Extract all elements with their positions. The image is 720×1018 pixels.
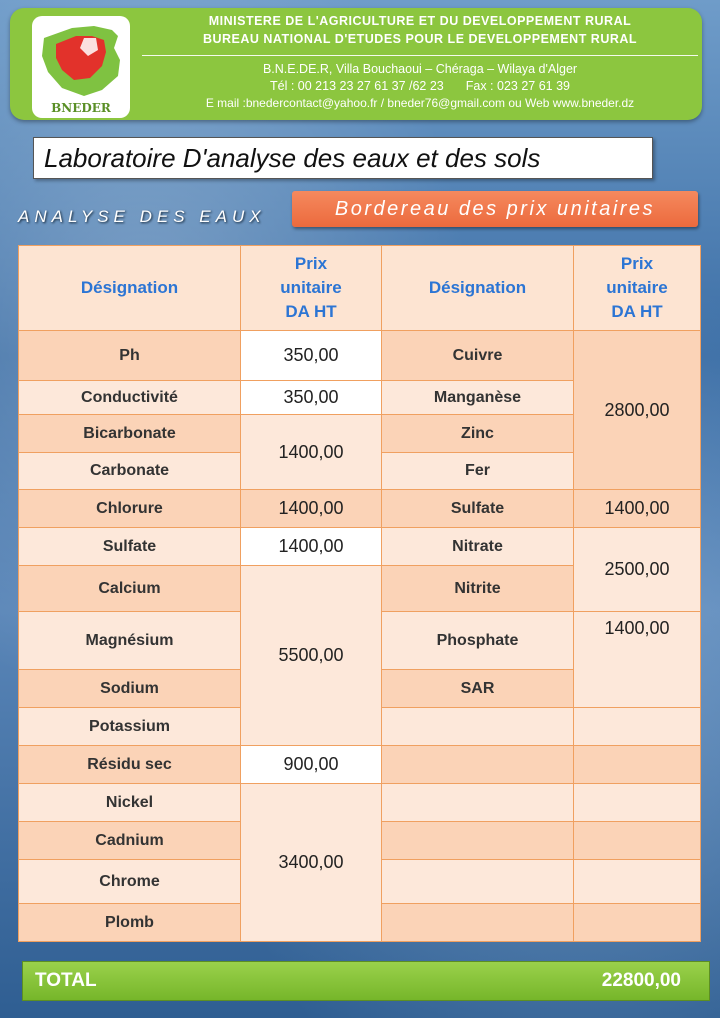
ministry-name: MINISTERE DE L'AGRICULTURE ET DU DEVELOPPEMENT RURAL [208,14,632,28]
designation-cell: Nickel [19,784,241,822]
designation-cell: Nitrate [382,528,574,566]
designation-cell: Sulfate [382,490,574,528]
designation-cell: Manganèse [382,381,574,415]
price-cell: 3400,00 [241,784,382,942]
price-cell: 5500,00 [241,566,382,746]
column-header-designation: Désignation [19,246,241,331]
price-cell: 1400,00 [574,490,701,528]
empty-cell [574,784,701,822]
designation-cell: Résidu sec [19,746,241,784]
algeria-map-icon [32,16,130,100]
designation-cell: Chrome [19,860,241,904]
table-row [19,331,701,381]
table-header-row [19,246,701,331]
empty-cell [382,708,574,746]
empty-cell [382,784,574,822]
designation-cell: Bicarbonate [19,415,241,453]
header-banner [10,8,702,120]
total-value: 22800,00 [601,970,681,991]
designation-cell: Cuivre [382,331,574,381]
total-bar [22,961,710,1001]
designation-cell: Plomb [19,904,241,942]
fax-text: Fax : 023 27 61 39 [465,79,570,93]
designation-cell: Sulfate [19,528,241,566]
price-cell: 1400,00 [241,490,382,528]
price-cell: 350,00 [241,381,382,415]
price-cell: 1400,00 [241,528,382,566]
price-cell: 350,00 [241,331,382,381]
price-list-banner: Bordereau des prix unitaires [292,191,698,227]
designation-cell: Cadnium [19,822,241,860]
designation-cell: Phosphate [382,612,574,670]
price-cell: 1400,00 [241,415,382,490]
designation-cell: Ph [19,331,241,381]
designation-cell: Sodium [19,670,241,708]
designation-cell: Conductivité [19,381,241,415]
empty-cell [382,860,574,904]
tel-text: Tél : 00 213 23 27 61 37 /62 23 [270,79,444,93]
header-divider [142,55,698,56]
empty-cell [382,822,574,860]
price-table [18,245,701,942]
table-row [19,746,701,784]
bneder-logo [32,16,130,118]
empty-cell [382,746,574,784]
price-cell: 2800,00 [574,331,701,490]
designation-cell: Fer [382,453,574,490]
page-title: Laboratoire D'analyse des eaux et des sols [33,137,653,179]
column-header-price: Prix unitaire DA HT [574,246,701,331]
price-cell: 900,00 [241,746,382,784]
empty-cell [574,860,701,904]
designation-cell: SAR [382,670,574,708]
designation-cell: Zinc [382,415,574,453]
price-cell: 2500,00 [574,528,701,612]
logo-text: BNEDER [51,101,111,115]
designation-cell: Nitrite [382,566,574,612]
designation-cell: Potassium [19,708,241,746]
table-row [19,784,701,822]
contact-line: E mail :bnedercontact@yahoo.fr / bneder76@gmail.com ou Web www.bneder.dz [205,96,635,110]
table-row [19,528,701,566]
designation-cell: Magnésium [19,612,241,670]
table-row [19,490,701,528]
section-label: ANALYSE DES EAUX [18,207,266,226]
empty-cell [574,904,701,942]
column-header-designation: Désignation [382,246,574,331]
address-line: B.N.E.DE.R, Villa Bouchaoui – Chéraga – Wilaya d'Alger [262,62,578,76]
column-header-price: Prix unitaire DA HT [241,246,382,331]
phone-line [140,79,700,93]
empty-cell [382,904,574,942]
bureau-name: BUREAU NATIONAL D'ETUDES POUR LE DEVELOPPEMENT RURAL [202,32,638,46]
empty-cell [574,708,701,746]
empty-cell [574,822,701,860]
designation-cell: Chlorure [19,490,241,528]
designation-cell: Calcium [19,566,241,612]
price-cell: 1400,00 [574,612,701,708]
designation-cell: Carbonate [19,453,241,490]
total-label: TOTAL [35,970,97,991]
empty-cell [574,746,701,784]
